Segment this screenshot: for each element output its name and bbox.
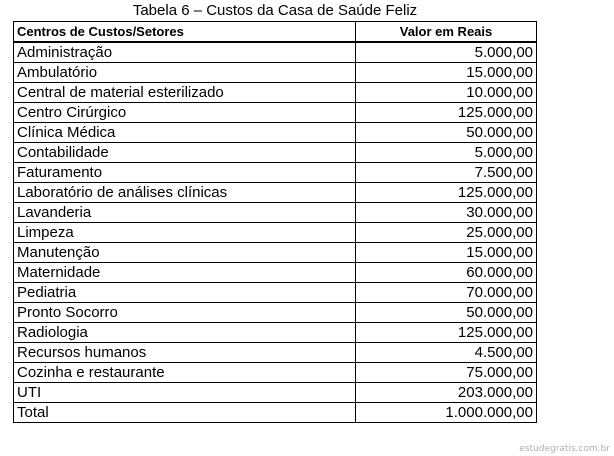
cost-value: 5.000,00 — [356, 42, 537, 63]
cost-center-name: Lavanderia — [14, 203, 356, 223]
table-row — [14, 323, 537, 343]
table-row — [14, 83, 537, 103]
header-value: Valor em Reais — [356, 22, 537, 43]
table-row — [14, 263, 537, 283]
header-cost-center: Centros de Custos/Setores — [14, 22, 356, 43]
cost-value: 5.000,00 — [356, 143, 537, 163]
total-row — [14, 403, 537, 423]
cost-center-name: Centro Cirúrgico — [14, 103, 356, 123]
cost-center-name: Manutenção — [14, 243, 356, 263]
cost-value: 30.000,00 — [356, 203, 537, 223]
cost-value: 125.000,00 — [356, 103, 537, 123]
cost-value: 10.000,00 — [356, 83, 537, 103]
cost-center-name: Faturamento — [14, 163, 356, 183]
watermark: estudegratis.com.br — [519, 444, 610, 454]
cost-center-name: Pediatria — [14, 283, 356, 303]
table-row — [14, 42, 537, 63]
table-row — [14, 183, 537, 203]
costs-table — [13, 21, 537, 423]
table-row — [14, 63, 537, 83]
cost-value: 15.000,00 — [356, 243, 537, 263]
cost-value: 125.000,00 — [356, 183, 537, 203]
total-value: 1.000.000,00 — [356, 403, 537, 423]
table-row — [14, 163, 537, 183]
cost-center-name: Pronto Socorro — [14, 303, 356, 323]
table-row — [14, 123, 537, 143]
cost-value: 125.000,00 — [356, 323, 537, 343]
cost-value: 25.000,00 — [356, 223, 537, 243]
cost-center-name: Ambulatório — [14, 63, 356, 83]
cost-center-name: Laboratório de análises clínicas — [14, 183, 356, 203]
cost-center-name: Recursos humanos — [14, 343, 356, 363]
table-row — [14, 363, 537, 383]
cost-center-name: Central de material esterilizado — [14, 83, 356, 103]
cost-center-name: Radiologia — [14, 323, 356, 343]
table-row — [14, 203, 537, 223]
table-row — [14, 223, 537, 243]
cost-value: 15.000,00 — [356, 63, 537, 83]
total-label: Total — [14, 403, 356, 423]
table-row — [14, 303, 537, 323]
table-caption: Tabela 6 – Custos da Casa de Saúde Feliz — [132, 2, 418, 19]
cost-value: 203.000,00 — [356, 383, 537, 403]
cost-center-name: UTI — [14, 383, 356, 403]
table-header-row — [14, 22, 537, 43]
cost-value: 7.500,00 — [356, 163, 537, 183]
cost-value: 75.000,00 — [356, 363, 537, 383]
cost-center-name: Cozinha e restaurante — [14, 363, 356, 383]
cost-value: 60.000,00 — [356, 263, 537, 283]
cost-center-name: Clínica Médica — [14, 123, 356, 143]
cost-center-name: Limpeza — [14, 223, 356, 243]
cost-center-name: Contabilidade — [14, 143, 356, 163]
table-row — [14, 383, 537, 403]
table-row — [14, 143, 537, 163]
cost-value: 50.000,00 — [356, 303, 537, 323]
table-row — [14, 103, 537, 123]
cost-center-name: Administração — [14, 42, 356, 63]
cost-center-name: Maternidade — [14, 263, 356, 283]
cost-value: 4.500,00 — [356, 343, 537, 363]
table-row — [14, 283, 537, 303]
cost-value: 70.000,00 — [356, 283, 537, 303]
cost-value: 50.000,00 — [356, 123, 537, 143]
table-row — [14, 243, 537, 263]
table-row — [14, 343, 537, 363]
